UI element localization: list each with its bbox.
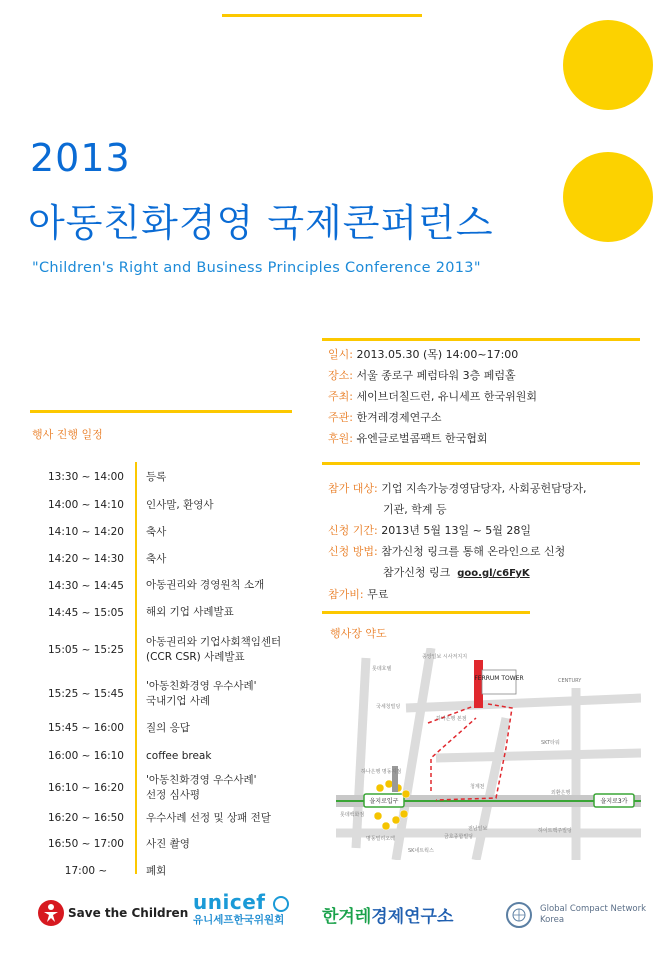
- info-sponsor: 후원: 유엔글로벌콤팩트 한국협회: [328, 432, 488, 445]
- map-label: SKT타워: [541, 740, 560, 746]
- schedule-row: 13:30 ~ 14:00 등록: [48, 470, 167, 483]
- unicef-logo: unicef 유니세프한국위원회: [193, 890, 289, 927]
- map-station-main: 을지로입구: [369, 798, 399, 805]
- map-label: 명동밀리오레: [366, 836, 395, 842]
- save-the-children-logo: Save the Children: [38, 900, 188, 926]
- schedule-row: 14:20 ~ 14:30 축사: [48, 552, 167, 565]
- map-label: 롯데백화점: [340, 812, 365, 818]
- reg-method: 신청 방법: 참가신청 링크를 통해 온라인으로 신청: [328, 545, 566, 558]
- schedule-row: 17:00 ~ 폐회: [64, 864, 167, 877]
- info-organizer: 주관: 한겨레경제연구소: [328, 411, 442, 424]
- decorative-circle-bottom: [563, 152, 653, 242]
- map-label: 하나은행 본점: [436, 716, 467, 722]
- schedule-row: 15:05 ~ 15:25 아동권리와 기업사회책임센터 (CCR CSR) 사례발표: [48, 636, 282, 663]
- map-label: 종앙일보 시사저지지: [422, 654, 468, 660]
- schedule-row: 16:50 ~ 17:00 사진 촬영: [48, 837, 190, 850]
- reg-method-cont: 참가신청 링크 goo.gl/c6FyK: [383, 566, 530, 579]
- map-label: 롯데호텔: [372, 666, 392, 672]
- registration-info: [328, 478, 648, 605]
- venue-map: [336, 648, 641, 860]
- map-divider: [322, 611, 530, 614]
- map-label: CENTURY: [558, 678, 582, 684]
- schedule-divider: [30, 410, 292, 413]
- info-date: 일시: 2013.05.30 (목) 14:00~17:00: [328, 348, 519, 361]
- decorative-circle-top: [563, 20, 653, 110]
- page-subtitle: "Children's Right and Business Principles Conference 2013": [32, 260, 481, 276]
- info-bottom-divider: [322, 462, 640, 465]
- schedule-title: 행사 진행 일정: [32, 428, 103, 441]
- event-info: [328, 344, 648, 449]
- schedule-row: 14:45 ~ 15:05 해외 기업 사례발표: [48, 606, 234, 619]
- schedule-list: [36, 462, 296, 884]
- top-divider: [222, 14, 422, 17]
- map-drawing: [336, 648, 641, 860]
- map-label: 금호종합빌딩: [444, 834, 473, 840]
- map-station-right: 을지로3가: [600, 798, 628, 805]
- schedule-row: 16:10 ~ 16:20 '아동친화경영 우수사례' 선정 심사평: [48, 774, 257, 801]
- map-building-label: FERRUM TOWER: [474, 675, 524, 682]
- reg-period: 신청 기간: 2013년 5월 13일 ~ 5월 28일: [328, 524, 532, 537]
- schedule-row: 16:20 ~ 16:50 우수사례 선정 및 상패 전달: [48, 811, 271, 824]
- info-host: 주최: 세이브더칠드런, 유니세프 한국위원회: [328, 390, 537, 403]
- map-label: SK네트웍스: [408, 848, 434, 854]
- map-label: 하나은행 명동지점: [361, 769, 402, 775]
- map-title: 행사장 약도: [330, 627, 387, 640]
- schedule-row: 15:25 ~ 15:45 '아동친화경영 우수사례' 국내기업 사례: [48, 680, 257, 707]
- map-label: 전남일보: [468, 826, 488, 832]
- page-title: 아동친화경영 국제콘퍼런스: [28, 201, 494, 245]
- map-label: 외환은행: [551, 790, 571, 796]
- schedule-row: 15:45 ~ 16:00 질의 응답: [48, 721, 190, 734]
- schedule-row: 16:00 ~ 16:10 coffee break: [48, 749, 212, 762]
- sponsor-logos: [0, 888, 670, 948]
- schedule-row: 14:10 ~ 14:20 축사: [48, 525, 167, 538]
- hani-logo: 한겨레경제연구소: [322, 907, 454, 927]
- unicef-globe-icon: [273, 896, 289, 912]
- info-venue: 장소: 서울 종로구 페럼타워 3층 페럼홀: [328, 369, 516, 382]
- reg-fee: 참가비: 무료: [328, 588, 389, 601]
- title-year: 2013: [30, 136, 131, 180]
- map-label: 청계천: [470, 784, 485, 790]
- save-the-children-icon: [38, 900, 64, 926]
- gcn-globe-icon: [506, 902, 532, 928]
- gcn-logo: Global Compact Network Korea: [506, 902, 646, 928]
- schedule-row: 14:30 ~ 14:45 아동권리와 경영원칙 소개: [48, 579, 265, 592]
- reg-target: 참가 대상: 기업 지속가능경영담당자, 사회공헌담당자,: [328, 482, 587, 495]
- map-label: 하이트맥주빌딩: [538, 828, 572, 834]
- info-top-divider: [322, 338, 640, 341]
- schedule-row: 14:00 ~ 14:10 인사말, 환영사: [48, 498, 214, 511]
- map-label: 국세청빌딩: [376, 704, 401, 710]
- reg-target-cont: 기관, 학계 등: [383, 503, 447, 516]
- registration-link[interactable]: goo.gl/c6FyK: [457, 568, 530, 579]
